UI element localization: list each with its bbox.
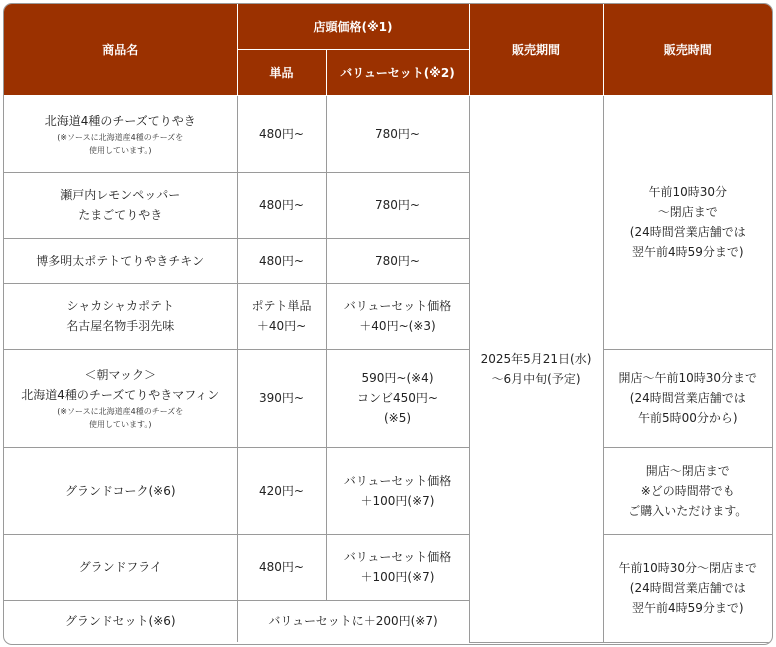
table-row [4,534,772,600]
set-price-cell [326,534,469,600]
sale-time-line: 翌午前4時59分まで) [631,245,744,259]
set-price: ＋100円(※7) [360,570,435,584]
set-price-cell [326,447,469,534]
sale-time-line: 午前10時30分 [648,185,728,199]
product-name: グランドセット(※6) [4,600,237,642]
product-note: 使用しています。) [89,145,152,155]
table-row [4,349,772,447]
product-name-cell [4,95,237,172]
header-sale-time: 販売時間 [603,4,772,95]
product-note: (※ソースに北海道産4種のチーズを [57,407,184,416]
sale-time-line: ご購入いただけます。 [628,503,748,518]
sale-time-line: 開店～午前10時30分まで [618,371,758,385]
product-name: グランドコーク(※6) [4,447,237,534]
single-price: ポテト単品 [251,299,312,313]
product-name: 瀬戸内レモンペッパー [60,188,181,202]
product-name: シャカシャカポテト [66,299,175,313]
product-name: 北海道4種のチーズてりやきマフィン [21,388,220,402]
single-price: 480円~ [237,238,326,283]
set-price: ＋100円(※7) [360,493,435,508]
product-name: グランドフライ [4,534,237,600]
single-price: ＋40円~ [256,319,307,333]
header-single: 単品 [237,49,326,95]
set-price: バリューセット価格 [343,550,452,564]
set-price: バリューセット価格 [343,299,452,313]
single-price: 480円~ [237,534,326,600]
sale-time-cell [603,95,772,349]
product-note: (※ソースに北海道産4種のチーズを [57,132,184,142]
product-name: たまごてりやき [78,208,163,222]
table-row [4,447,772,534]
sale-time-line: (24時間営業店舗では [629,581,746,595]
set-price-cell [326,349,469,447]
set-price: ＋40円~(※3) [359,319,436,333]
price-table-container [3,3,773,645]
single-price: 480円~ [237,172,326,238]
sale-time-line: ※どの時間帯でも [640,483,735,498]
combined-price: バリューセットに＋200円(※7) [237,600,469,642]
header-sale-period: 販売期間 [469,4,603,95]
sale-time-line: (24時間営業店舗では [629,225,746,239]
set-price: バリューセット価格 [343,473,452,488]
product-name-cell [4,172,237,238]
set-price: 590円~(※4) [361,371,434,385]
product-name: 北海道4種のチーズてりやき [44,113,196,128]
set-price: コンビ450円~ [357,391,438,405]
single-price-cell [237,283,326,349]
header-store-price: 店頭価格(※1) [237,4,469,49]
header-value-set: バリューセット(※2) [326,49,469,95]
set-price: 780円~ [326,238,469,283]
set-price: 780円~ [326,172,469,238]
sale-time-line: ～閉店まで [657,205,718,219]
sale-time-line: 午前5時00分から) [637,411,738,425]
sale-period-end: ～6月中旬(予定) [491,371,581,386]
sale-time-line: (24時間営業店舗では [629,391,746,405]
product-name-cell [4,283,237,349]
product-note: 使用しています。) [89,420,152,429]
single-price: 420円~ [237,447,326,534]
set-price: (※5) [383,411,412,425]
sale-time-cell [603,349,772,447]
sale-period-start: 2025年5月21日(水) [480,351,592,366]
single-price: 390円~ [237,349,326,447]
sale-time-line: 午前10時30分～閉店まで [618,561,758,575]
single-price: 480円~ [237,95,326,172]
product-name: 名古屋名物手羽先味 [66,319,175,333]
sale-time-cell [603,447,772,534]
product-name-cell [4,349,237,447]
product-name: ＜朝マック＞ [84,368,157,382]
set-price: 780円~ [326,95,469,172]
header-product: 商品名 [4,4,237,95]
table-row [4,95,772,172]
sale-time-line: 開店～閉店まで [645,463,730,478]
sale-time-cell [603,534,772,642]
product-name: 博多明太ポテトてりやきチキン [4,238,237,283]
set-price-cell [326,283,469,349]
price-table [4,4,772,643]
sale-time-line: 翌午前4時59分まで) [631,601,744,615]
sale-period-cell [469,95,603,642]
